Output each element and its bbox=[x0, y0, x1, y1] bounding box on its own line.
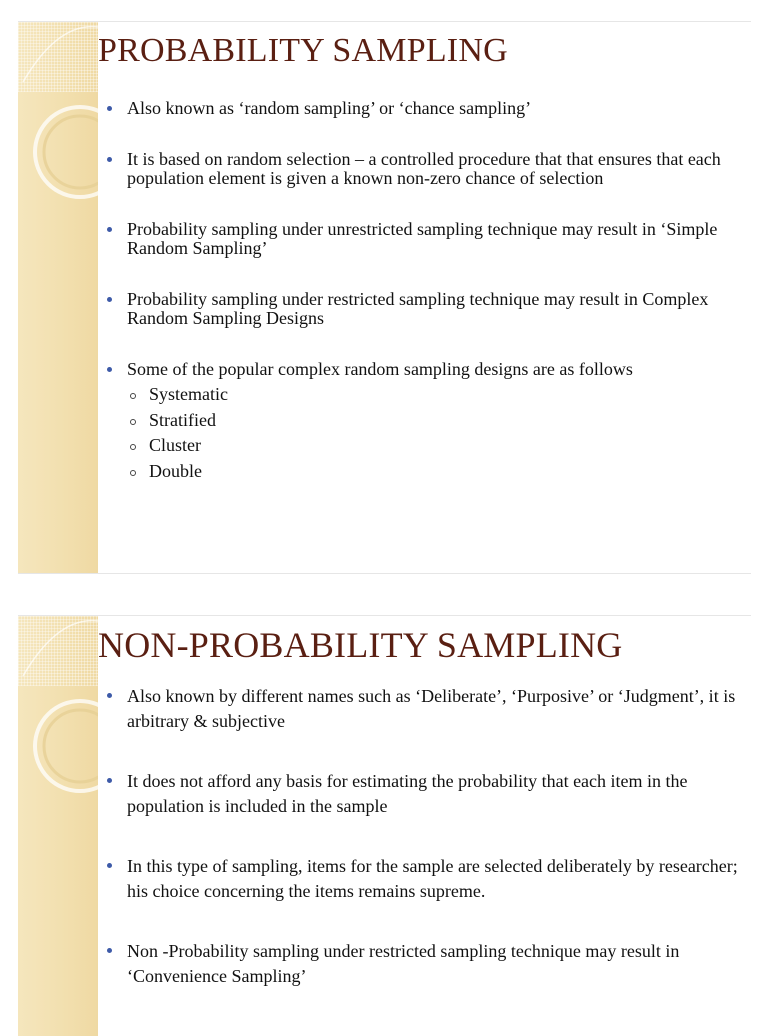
ring-bullet-icon bbox=[130, 393, 136, 399]
sub-list-item bbox=[127, 436, 741, 462]
list-item bbox=[106, 684, 741, 733]
bullet-text: Non -Probability sampling under restricted sampling technique may result in ‘Convenience Sampling’ bbox=[127, 941, 680, 986]
sub-bullet-text: Systematic bbox=[149, 384, 228, 404]
bullet-icon bbox=[107, 297, 112, 302]
bullet-text: Also known as ‘random sampling’ or ‘chance sampling’ bbox=[127, 98, 532, 118]
bullet-icon bbox=[107, 693, 112, 698]
ring-bullet-icon bbox=[130, 419, 136, 425]
page-title: NON-PROBABILITY SAMPLING bbox=[98, 625, 623, 665]
bullet-text: It does not afford any basis for estimating the probability that each item in the population is included in the sample bbox=[127, 771, 688, 816]
bullet-text: Also known by different names such as ‘Deliberate’, ‘Purposive’ or ‘Judgment’, it is arbitrary & subjective bbox=[127, 686, 736, 731]
bullet-list bbox=[106, 684, 741, 1024]
list-item bbox=[106, 854, 741, 903]
list-item bbox=[106, 360, 741, 488]
bullet-icon bbox=[107, 948, 112, 953]
bullet-text: Probability sampling under restricted sampling technique may result in Complex Random Sampling Designs bbox=[127, 288, 709, 328]
list-item bbox=[106, 939, 741, 988]
ring-ornament-icon bbox=[18, 616, 98, 816]
list-item bbox=[106, 99, 741, 119]
bullet-icon bbox=[107, 157, 112, 162]
list-item bbox=[106, 150, 741, 189]
decorative-side-band bbox=[18, 616, 98, 1036]
list-item bbox=[106, 220, 741, 259]
sub-bullet-text: Double bbox=[149, 460, 202, 481]
bullet-icon bbox=[107, 106, 112, 111]
bullet-text: Probability sampling under unrestricted sampling technique may result in ‘Simple Random Sampling’ bbox=[127, 218, 718, 258]
ring-ornament-icon bbox=[18, 22, 98, 222]
sub-list-item bbox=[127, 411, 741, 437]
sub-list-item bbox=[127, 462, 741, 488]
ring-bullet-icon bbox=[130, 470, 136, 476]
sub-list-item bbox=[127, 385, 741, 411]
slide-probability-sampling bbox=[18, 21, 751, 574]
ring-bullet-icon bbox=[130, 444, 136, 450]
bullet-text: In this type of sampling, items for the sample are selected deliberately by researcher; his choice concerning the items remains supreme. bbox=[127, 856, 738, 901]
decorative-side-band bbox=[18, 22, 98, 573]
slide-non-probability-sampling bbox=[18, 615, 751, 1036]
bullet-icon bbox=[107, 778, 112, 783]
bullet-icon bbox=[107, 367, 112, 372]
list-item bbox=[106, 769, 741, 818]
bullet-icon bbox=[107, 863, 112, 868]
list-item bbox=[106, 290, 741, 329]
bullet-icon bbox=[107, 227, 112, 232]
bullet-text: Some of the popular complex random sampling designs are as follows bbox=[127, 358, 633, 379]
sub-bullet-text: Stratified bbox=[149, 409, 216, 430]
page-title: PROBABILITY SAMPLING bbox=[98, 32, 508, 69]
bullet-text: It is based on random selection – a controlled procedure that that ensures that each population element is given a known non-zero chance of selection bbox=[127, 148, 721, 188]
sub-bullet-text: Cluster bbox=[149, 435, 201, 455]
bullet-list bbox=[106, 99, 741, 518]
sub-bullet-list bbox=[127, 385, 741, 487]
